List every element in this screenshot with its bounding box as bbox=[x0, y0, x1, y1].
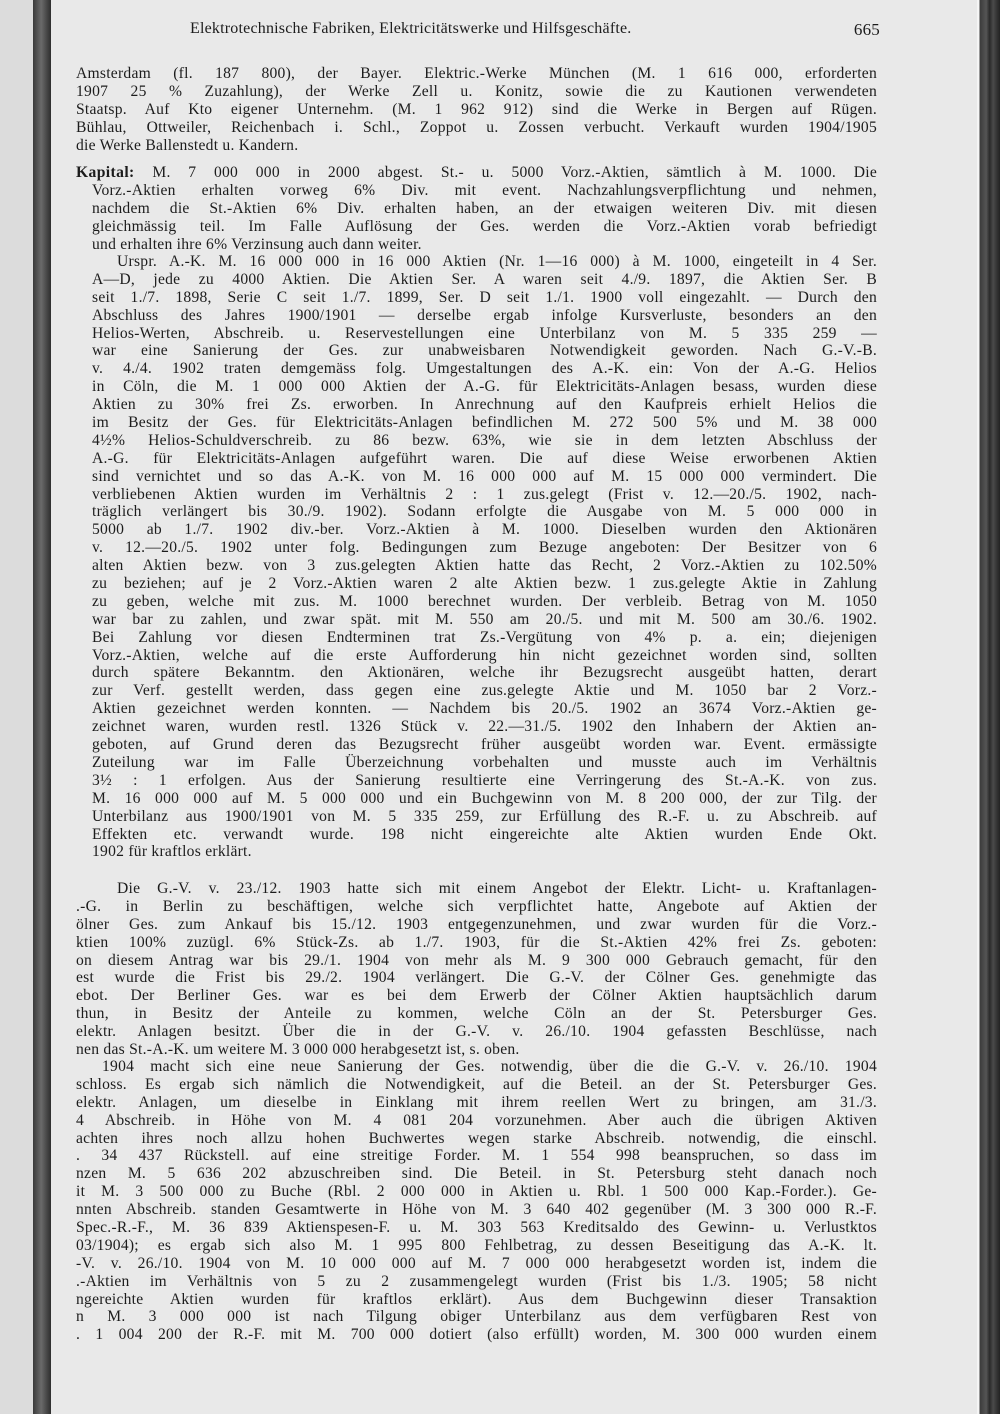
text-line: die Werke Ballenstedt u. Kandern. bbox=[76, 136, 299, 154]
text-line: 5000 ab 1./7. 1902 div.-ber. Vorz.-Aktien à M. 1000. Dieselben wurden den Aktionären bbox=[92, 521, 877, 539]
text-line: war eine Sanierung der Ges. zur unabweisbaren Notwendigkeit geworden. Nach G.-V.-B. bbox=[92, 342, 877, 360]
text-line: .-Aktien im Verhältnis von 5 zu 2 zusammengelegt wurden (Frist bis 1./3. 1905; 58 nicht bbox=[76, 1272, 877, 1290]
page-number: 665 bbox=[853, 20, 880, 39]
text-line: schloss. Es ergab sich nämlich die Notwendigkeit, auf die Beteil. an der St. Petersburger Ges. bbox=[76, 1075, 877, 1093]
paragraph-holdings bbox=[76, 65, 877, 154]
text-line: v. 4./4. 1902 traten demgemäss folg. Umgestaltungen des A.-K. ein: Von der A.-G. Helios bbox=[92, 360, 877, 378]
text-line: it M. 3 500 000 zu Buche (Rbl. 2 000 000 in Aktien u. Rbl. 1 500 000 Kap.-Forder.). Ge- bbox=[76, 1183, 877, 1201]
text-line: sind vernichtet und so das A.-K. von M. 16 000 000 auf M. 15 000 000 vermindert. Die bbox=[92, 467, 877, 485]
text-line: im Besitz der Ges. für Elektricitäts-Anlagen befindlichen M. 272 500 5% und M. 38 000 bbox=[92, 414, 877, 432]
text-line: Vorz.-Aktien, welche auf die erste Aufforderung hin nicht gezeichnet worden sind, sollten bbox=[92, 646, 877, 664]
text-line: Unterbilanz aus 1900/1901 von M. 5 335 259, zur Erfüllung des R.-F. u. zu Abschreib. auf bbox=[92, 807, 877, 825]
text-line: . 1 004 200 der R.-F. mit M. 700 000 dotiert (also erfüllt) worden, M. 300 000 wurden einem bbox=[76, 1326, 877, 1344]
text-line: durch spätere Bekanntm. den Aktionären, welche ihr Bezugsrecht ausgeübt hatten, derart bbox=[92, 664, 877, 682]
text-line: Staatsp. Auf Kto eigener Unternehm. (M. 1 962 912) sind die Werke in Bergen auf Rügen. bbox=[76, 100, 877, 118]
text-line: Die G.-V. v. 23./12. 1903 hatte sich mit einem Angebot der Elektr. Licht- u. Kraftanlagen- bbox=[117, 880, 877, 897]
text-line: est wurde die Frist bis 29./2. 1904 verlängert. Die G.-V. der Cölner Ges. genehmigte das bbox=[76, 969, 877, 987]
text-line: M. 16 000 000 auf M. 5 000 000 und ein Buchgewinn von M. 8 200 000, der zur Tilg. der bbox=[92, 789, 877, 807]
paragraph-general-meeting-1903 bbox=[76, 880, 877, 1059]
text-line: thun, in Besitz der Anteile zu kommen, welche Cöln an der St. Petersburger Ges. bbox=[76, 1005, 877, 1023]
text-line: zu geben, welche mit zus. M. 1000 berechnet wurden. Der verbleib. Betrag von M. 1050 bbox=[92, 592, 877, 610]
text-line: 1907 25 % Zuzahlung), der Werke Zell u. Konitz, sowie die zu Kautionen verwendeten bbox=[76, 82, 877, 100]
text-line: elektr. Anlagen besitzt. Über die in der G.-V. v. 26./10. 1904 gefassten Beschlüsse, nach bbox=[76, 1023, 877, 1041]
text-line: nen das St.-A.-K. um weitere M. 3 000 000 herabgesetzt ist, s. oben. bbox=[76, 1041, 520, 1059]
text-line: nnten Abschreib. standen Gesamtwerte in Höhe von M. 3 640 402 gegenüber (M. 3 300 000 R.-F. bbox=[76, 1201, 877, 1219]
text-line: geboten, auf Grund deren das Bezugsrecht früher ausgeübt worden war. Event. ermässigte bbox=[92, 736, 877, 754]
text-line: ngereichte Aktien wurden für kraftlos erklärt). Aus dem Buchgewinn dieser Transaktion bbox=[76, 1290, 877, 1308]
text-line: -V. v. 26./10. 1904 von M. 10 000 000 auf M. 7 000 000 herabgesetzt worden ist, indem die bbox=[76, 1254, 877, 1272]
text-line: gleichmässig teil. Im Falle Auflösung der Ges. werden die Vorz.-Aktien vorab befriedigt bbox=[92, 217, 877, 235]
text-line: 3½ : 1 erfolgen. Aus der Sanierung resultierte eine Verringerung des St.-A.-K. von zus. bbox=[92, 771, 877, 789]
text-line: Helios-Werten, Abschreib. u. Reservestellungen eine Unterbilanz von M. 5 335 259 — bbox=[92, 324, 877, 342]
text-line: Bühlau, Ottweiler, Reichenbach i. Schl., Zoppot u. Zossen verbucht. Verkauft wurden 1904/1905 bbox=[76, 118, 877, 136]
running-header bbox=[190, 20, 880, 42]
text-line: 1904 macht sich eine neue Sanierung der Ges. notwendig, über die die G.-V. v. 26./10. 1904 bbox=[102, 1058, 877, 1075]
kapital-label: Kapital: bbox=[76, 164, 135, 181]
text-line: verbliebenen Aktien wurden im Verhältnis 2 : 1 zus.gelegt (Frist v. 12.—20./5. 1902, nach- bbox=[92, 485, 877, 503]
text-line: 03/1904); es ergab sich also M. 1 995 800 Fehlbetrag, zu dessen Beseitigung das A.-K. lt. bbox=[76, 1236, 877, 1254]
text-line: Aktien zu 30% frei Zs. erworben. In Anrechnung auf den Kaufpreis erhielt Helios die bbox=[92, 396, 877, 414]
text-line: zur Verf. gestellt werden, dass gegen eine zus.gelegte Aktie und M. 1050 bar 2 Vorz.- bbox=[92, 682, 877, 700]
paragraph-reorganization-1904 bbox=[76, 1058, 877, 1344]
text-line: ebot. Der Berliner Ges. war es bei dem Erwerb der Cölner Aktien hauptsächlich darum bbox=[76, 987, 877, 1005]
text-line: war bar zu zahlen, und zwar spät. mit M. 550 am 20./5. und mit M. 500 am 30./6. 1902. bbox=[92, 610, 877, 628]
paragraph-original-capital-history bbox=[92, 253, 877, 861]
text-line: in Cöln, die M. 1 000 000 Aktien der A.-G. für Elektricitäts-Anlagen besass, wurden diese bbox=[92, 378, 877, 396]
text-line: .-G. in Berlin zu beschäftigen, welche sich verpflichtet hatte, Angebote auf Aktien der bbox=[76, 897, 877, 915]
text-line: A.-G. für Elektricitäts-Anlagen aufgeführt waren. Die auf diese Weise erworbenen Aktien bbox=[92, 449, 877, 467]
book-binding-edge-left bbox=[33, 0, 51, 1414]
text-line: Effekten etc. verwandt wurde. 198 nicht eingereichte alte Aktien wurden Ende Okt. bbox=[92, 825, 877, 843]
text-line: Bei Zahlung vor diesen Endterminen trat Zs.-Vergütung von 4% p. a. ein; diejenigen bbox=[92, 628, 877, 646]
text-line: alten Aktien bezw. von 3 zus.gelegten Aktien hatte das Recht, 2 Vorz.-Aktien zu 102.50% bbox=[92, 557, 877, 575]
text-line: Aktien gezeichnet werden konnten. — Nachdem bis 20./5. 1902 an 3674 Vorz.-Aktien ge- bbox=[92, 700, 877, 718]
text-line: A—D, jede zu 4000 Aktien. Die Aktien Ser. A waren seit 4./9. 1897, die Aktien Ser. B bbox=[92, 270, 877, 288]
book-binding-edge-right bbox=[977, 0, 1000, 1414]
text-line: . 34 437 Rückstell. auf eine streitige Forder. M. 1 554 998 beanspruchen, so dass im bbox=[76, 1147, 877, 1165]
text-line: Abschluss des Jahres 1900/1901 — derselbe ergab infolge Kursverluste, besonders an den bbox=[92, 306, 877, 324]
text-line: 1902 für kraftlos erklärt. bbox=[92, 843, 252, 861]
text-line: n M. 3 000 000 ist nach Tilgung obiger Unterbilanz aus dem verfügbaren Rest von bbox=[76, 1308, 877, 1326]
text-line: Vorz.-Aktien erhalten vorweg 6% Div. mit event. Nachzahlungsverpflichtung und nehmen, bbox=[92, 181, 877, 199]
text-line: nzen M. 5 636 202 abzuschreiben sind. Die Beteil. in St. Petersburg steht danach noch bbox=[76, 1165, 877, 1183]
running-header-title: Elektrotechnische Fabriken, Elektricitätswerke und Hilfsgeschäfte. bbox=[190, 20, 632, 37]
text-line: Amsterdam (fl. 187 800), der Bayer. Elektric.-Werke München (M. 1 616 000, erforderten bbox=[76, 65, 877, 82]
scan-margin bbox=[0, 0, 33, 1414]
text-line: und erhalten ihre 6% Verzinsung auch dann weiter. bbox=[92, 235, 422, 253]
text-line: Zuteilung war im Falle Überzeichnung vorbehalten und musste auch im Verhältnis bbox=[92, 753, 877, 771]
text-line: on diesem Antrag war bis 29./1. 1904 von mehr als M. 9 300 000 Gebrauch gemacht, für den bbox=[76, 951, 877, 969]
text-line: Urspr. A.-K. M. 16 000 000 in 16 000 Aktien (Nr. 1—16 000) à M. 1000, eingeteilt in 4 Ser. bbox=[117, 253, 877, 270]
text-line bbox=[76, 164, 877, 182]
text-line: elektr. Anlagen, um dieselbe in Einklang mit ihrem reellen Wert zu bringen, am 31./3. bbox=[76, 1093, 877, 1111]
text-line: träglich verlängert bis 30./9. 1902). Sodann erfolgte die Ausgabe von M. 5 000 000 in bbox=[92, 503, 877, 521]
text-line: 4½% Helios-Schuldverschreib. zu 86 bezw. 63%, wie sie in dem letzten Abschluss der bbox=[92, 431, 877, 449]
text-line: nachdem die St.-Aktien 6% Div. erhalten haben, an der etwaigen weiteren Div. mit diesen bbox=[92, 199, 877, 217]
text-line: v. 12.—20./5. 1902 unter folg. Bedingungen zum Bezuge angeboten: Der Besitzer von 6 bbox=[92, 539, 877, 557]
paragraph-kapital bbox=[76, 164, 877, 253]
text-line: zeichnet waren, wurden restl. 1326 Stück v. 22.—31./5. 1902 den Inhabern der Aktien an- bbox=[92, 718, 877, 736]
text-line: 4 Abschreib. in Höhe von M. 4 081 204 vorzunehmen. Aber auch die übrigen Aktiven bbox=[76, 1111, 877, 1129]
text-line: seit 1./7. 1898, Serie C seit 1./7. 1899, Ser. D seit 1./1. 1900 voll eingezahlt. — Durch den bbox=[92, 288, 877, 306]
text-line: achten ihres noch allzu hohen Buchwertes wegen starke Abschreib. notwendig, die einschl. bbox=[76, 1129, 877, 1147]
text-line: ölner Ges. zum Ankauf bis 15./12. 1903 entgegenzunehmen, und zwar wurden für die Vorz.- bbox=[76, 915, 877, 933]
text-line: ktien 100% zuzügl. 6% Stück-Zs. ab 1./7. 1903, für die St.-Aktien 42% frei Zs. geboten: bbox=[76, 933, 877, 951]
text-line: zu beziehen; auf je 2 Vorz.-Aktien waren 2 alte Aktien bezw. 1 zus.gelegte Aktie in Zahlung bbox=[92, 575, 877, 593]
text-line: Spec.-R.-F., M. 36 839 Aktienspesen-F. u. M. 303 563 Kreditsaldo des Gewinn- u. Verlustktos bbox=[76, 1219, 877, 1237]
text-line-content: M. 7 000 000 in 2000 abgest. St.- u. 5000 Vorz.-Aktien, sämtlich à M. 1000. Die bbox=[152, 164, 877, 181]
